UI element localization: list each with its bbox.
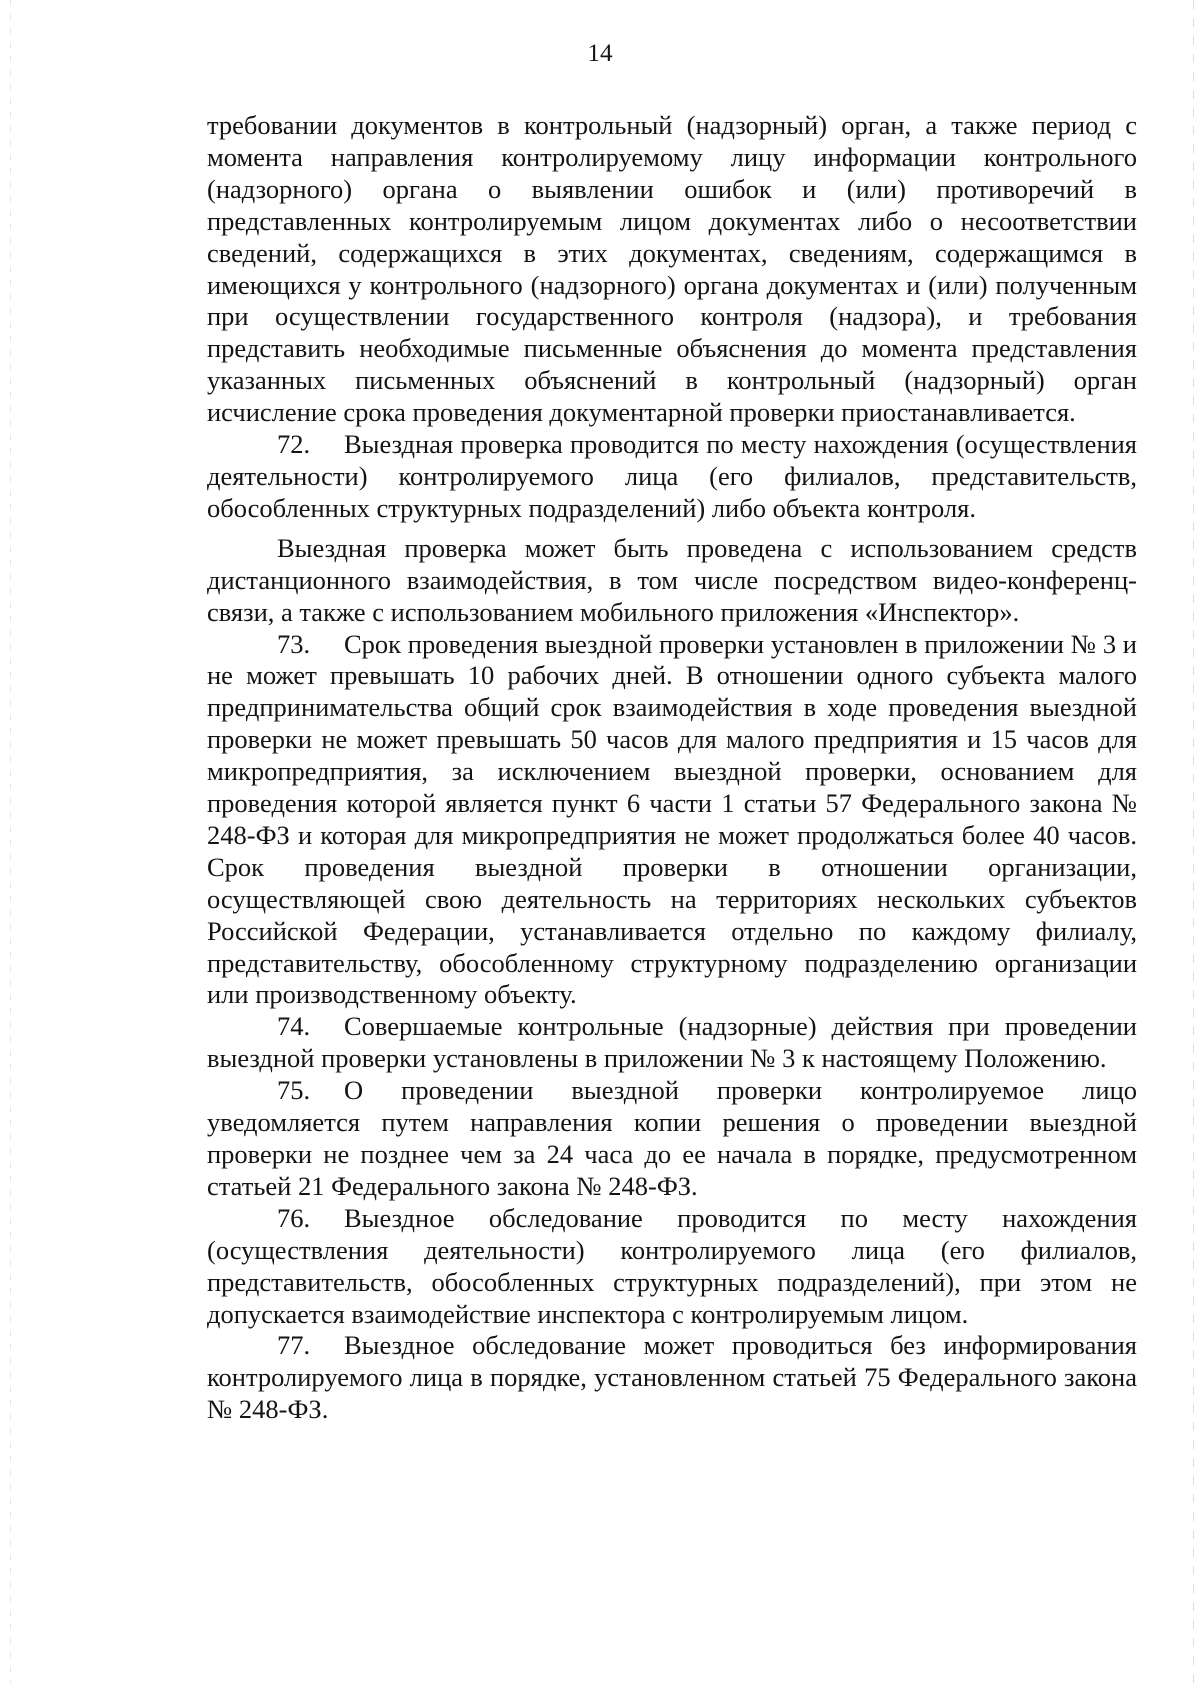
paragraph-75 [207,1075,1137,1203]
paragraph-number: 73. [277,628,311,659]
scan-edge-left [10,0,11,1683]
paragraph-text: Совершаемые контрольные (надзорные) действия при проведении выездной проверки установлены в приложении № 3 к настоящему Положению. [207,1011,1137,1074]
document-body [207,110,1137,1426]
paragraph-text: Выездная проверка проводится по месту нахождения (осуществления деятельности) контролируемого лица (его филиалов, представительств, обособленных структурных подразделений) либо объекта контроля. [207,429,1137,523]
paragraph-text: Выездное обследование проводится по месту нахождения (осуществления деятельности) контролируемого лица (его филиалов, представительств, обособленных структурных подразделений), при этом не допускается взаимодействие инспектора с контролируемым лицом. [207,1202,1137,1329]
paragraph-73 [207,629,1137,1012]
paragraph-number: 76. [277,1202,311,1233]
paragraph-text: О проведении выездной проверки контролируемое лицо уведомляется путем направления копии решения о проведении выездной проверки не позднее чем за 24 часа до ее начала в порядке, предусмотренном статьей 21 Федерального закона № 248-ФЗ. [207,1075,1137,1201]
paragraph-number: 75. [277,1075,311,1106]
paragraph-number: 72. [277,429,311,460]
paragraph-text: требовании документов в контрольный (надзорный) орган, а также период с момента направления контролируемому лицу информации контрольного (надзорного) органа о выявлении ошибок и (или) противоречий в представленных контролируемым лицом документах либо о несоответствии сведений, содержащихся в этих документах, сведениям, содержащимся в имеющихся у контрольного (надзорного) органа документах и (или) полученным при осуществлении государственного контроля (надзора), и требования представить необходимые письменные объяснения до момента представления указанных письменных объяснений в контрольный (надзорный) орган исчисление срока проведения документарной проверки приостанавливается. [207,110,1137,428]
paragraph-text: Срок проведения выездной проверки установлен в приложении № 3 и не может превышать 10 рабочих дней. В отношении одного субъекта малого предпринимательства общий срок взаимодействия в ходе проведения выездной проверки не может превышать 50 часов для малого предприятия и 15 часов для микропредприятия, за исключением выездной проверки, основанием для проведения которой является пункт 6 части 1 статьи 57 Федерального закона № 248-ФЗ и которая для микропредприятия не может продолжаться более 40 часов. Срок проведения выездной проверки в отношении организации, осуществляющей свою деятельность на территориях нескольких субъектов Российской Федерации, устанавливается отдельно по каждому филиалу, представительству, обособленному структурному подразделению организации или производственному объекту. [207,628,1137,1010]
page-number: 14 [587,40,613,67]
paragraph-74 [207,1011,1137,1075]
paragraph-number: 77. [277,1330,311,1361]
paragraph-72 [207,429,1137,525]
paragraph-text: Выездная проверка может быть проведена с использованием средств дистанционного взаимодействия, в том числе посредством видео-конференц-связи, а также с использованием мобильного приложения «Инспектор». [207,532,1137,627]
paragraph-text: Выездное обследование может проводиться без информирования контролируемого лица в порядке, установленном статьей 75 Федерального закона № 248-ФЗ. [207,1330,1137,1425]
paragraph-continuation [207,110,1137,429]
paragraph-72-remote [207,533,1137,629]
paragraph-77 [207,1330,1137,1426]
scan-edge-right [1193,0,1194,1683]
paragraph-number: 74. [277,1011,311,1042]
paragraph-76 [207,1203,1137,1331]
